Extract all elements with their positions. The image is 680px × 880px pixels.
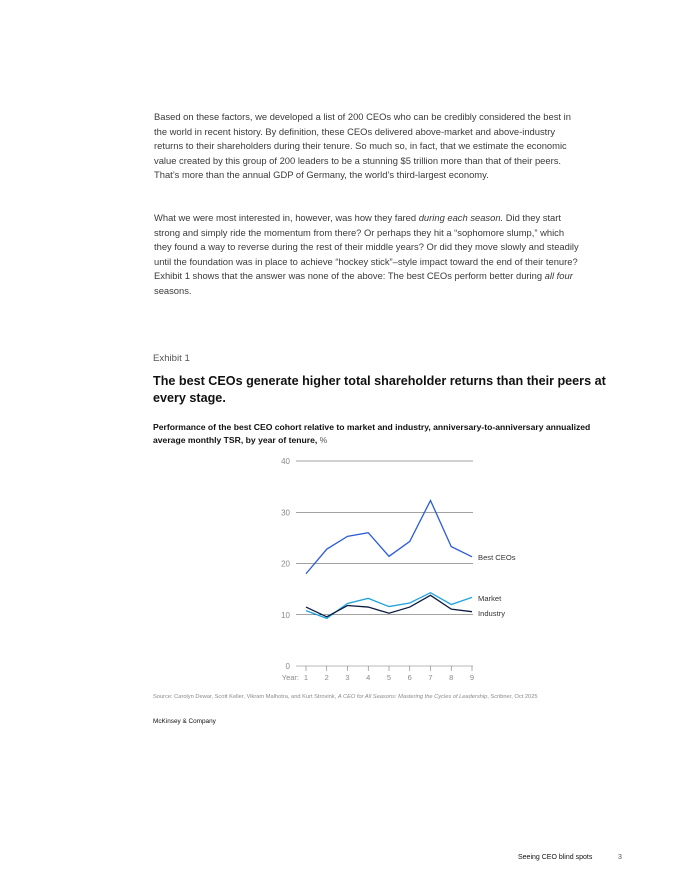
page-number: 3 [618, 854, 622, 861]
chart-subtitle-unit: % [317, 434, 328, 445]
x-tick-label-5: 5 [386, 673, 392, 682]
source-prefix: Source: Carolyn Dewar, Scott Keller, Vikram Malhotra, and Kurt Strovink, [153, 694, 338, 700]
chart-subtitle-text: Performance of the best CEO cohort relative to market and industry, anniversary-to-anniversary annualized average monthly TSR, by year of tenure, [153, 422, 591, 445]
x-tick-label-4: 4 [366, 673, 371, 682]
y-tick-label-40: 40 [281, 457, 290, 466]
y-tick-label-0: 0 [285, 662, 290, 671]
x-tick-label-7: 7 [428, 673, 433, 682]
footer-title: Seeing CEO blind spots [518, 854, 593, 861]
paragraph-2-part-2: Did they start strong and simply ride the momentum from there? Or perhaps they hit a “sophomore slump,” which they found a way to reverse during the rest of their middle years? Or did they move slowly and steadily until the foundation was in place to achieve “hockey stick”–style impact toward the end of their tenure? Exhibit 1 shows that the answer was none of the above: The best CEOs perform better during [154, 212, 579, 281]
x-tick-label-1: 1 [303, 673, 309, 682]
series-label-best-ceos: Best CEOs [478, 553, 516, 562]
paragraph-1-text: Based on these factors, we developed a list of 200 CEOs who can be credibly considered the best in the world in recent history. By definition, these CEOs delivered above-market and above-industry returns to their shareholders during their tenure. So much so, in fact, that we estimate the economic value created by this group of 200 leaders to be a stunning $5 trillion more than that of their peers. That’s more than the annual GDP of Germany, the world’s third-largest economy. [154, 111, 571, 180]
brand-name: McKinsey & Company [153, 718, 216, 725]
exhibit-title: The best CEOs generate higher total shareholder returns than their peers at every stage. [153, 374, 606, 405]
x-axis-label: Year: [281, 673, 299, 682]
y-tick-label-10: 10 [281, 610, 290, 620]
x-tick-label-9: 9 [469, 673, 475, 682]
source-note [153, 694, 613, 700]
y-tick-label-20: 20 [281, 559, 290, 569]
source-book-title: A CEO for All Seasons: Mastering the Cycles of Leadership [337, 694, 488, 700]
series-label-market: Market [478, 594, 502, 603]
source-suffix: , Scribner, Oct 2025 [487, 694, 538, 700]
x-tick-label-6: 6 [407, 673, 412, 682]
x-tick-label-3: 3 [345, 673, 350, 682]
series-label-industry: Industry [478, 609, 506, 618]
series-line-best-ceos [306, 500, 472, 573]
y-tick-label-30: 30 [281, 508, 290, 518]
paragraph-2-emphasis-1: during each season. [418, 212, 504, 223]
exhibit-label: Exhibit 1 [153, 353, 190, 364]
paragraph-2-emphasis-2: all four [544, 270, 573, 281]
paragraph-2-part-3: seasons. [154, 284, 192, 296]
x-tick-label-8: 8 [449, 673, 454, 682]
x-tick-label-2: 2 [324, 673, 329, 682]
paragraph-2-part-1: What we were most interested in, however, was how they fared [154, 212, 419, 223]
